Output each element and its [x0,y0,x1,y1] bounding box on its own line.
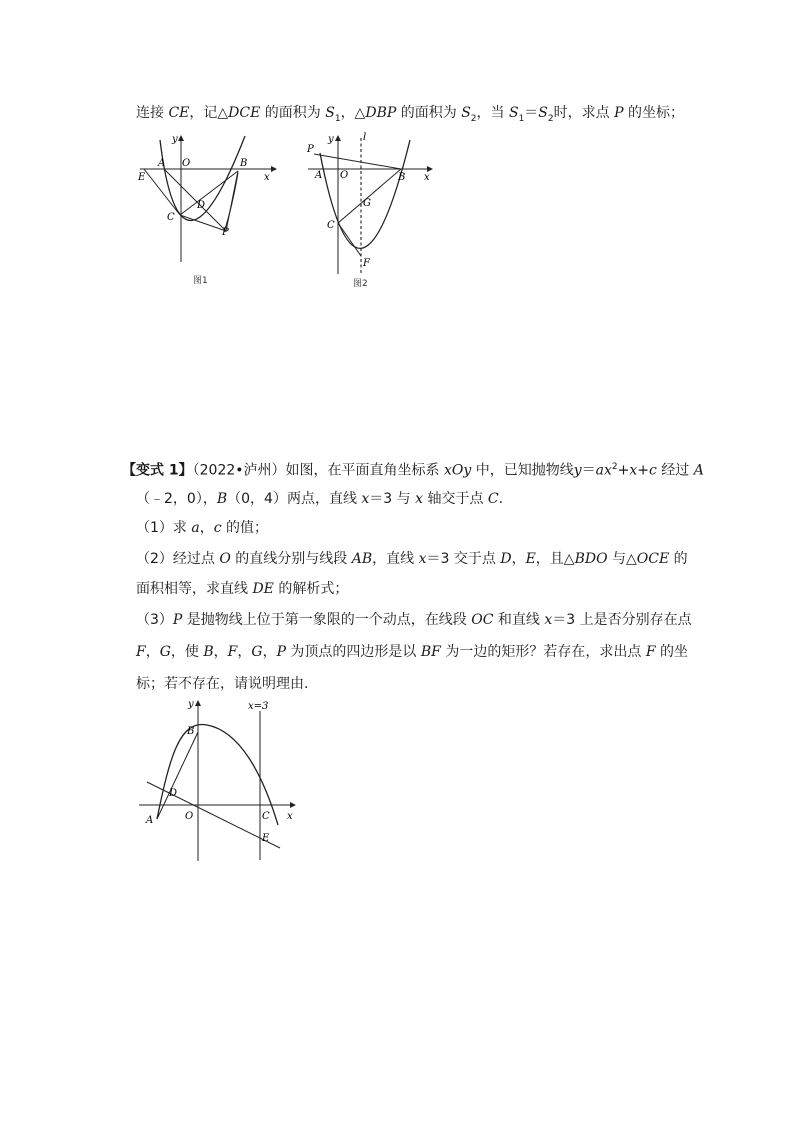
math-a-point: A [693,462,704,479]
math-g: G [159,644,171,660]
label-d: D [169,788,178,799]
question-3-line-3 [136,674,308,694]
figure-1 [130,128,280,288]
math-x: x [418,551,427,567]
text: （1）求 [136,520,192,536]
math-bf: BF [420,644,441,660]
label-e: E [262,833,270,844]
label-o: O [340,170,349,181]
math-p: P [614,105,624,121]
text: 的坐 [655,644,688,660]
text: 的解析式； [273,581,349,597]
text: 连接 [136,105,169,121]
text: （0，4）两点，直线 [227,491,362,507]
math-p: P [172,612,183,628]
math-p: P [276,644,286,660]
label-y: y [328,134,334,145]
text: . [498,491,504,507]
label-l: l [363,132,367,143]
math-xoy: xOy [443,462,472,479]
label-c: C [167,212,175,223]
subscript: 1 [334,113,341,124]
label-b: B [398,172,406,183]
subscript: 2 [547,113,554,124]
math-c: c [213,520,222,536]
question-3-line-2 [136,642,688,662]
label-a: A [158,158,166,169]
text: ，直线 [372,551,419,567]
question-3-line-1 [136,610,692,630]
label-f: F [363,258,370,269]
text: ， [511,551,526,567]
label-p: P [222,227,229,238]
text: 是抛物线上位于第一象限的一个动点，在线段 [182,612,472,628]
label-x-eq-3: x=3 [248,701,269,712]
text: ，记△ [189,105,229,121]
text: （3） [136,612,173,628]
text: 的值； [221,520,269,536]
label-d: D [197,200,206,211]
question-2-line-2 [136,579,348,599]
math-a: a [191,520,200,536]
math-d: D [500,551,512,567]
figure-2 [300,128,440,278]
math-s: S [508,105,519,121]
text: ＝3 上是否分别存在点 [552,612,692,628]
math-x: x [361,491,370,507]
text: ， [262,644,277,660]
text: 面积相等，求直线 [136,581,253,597]
label-b: B [240,158,248,169]
math-s: S [461,105,471,121]
math-a: a [595,462,604,479]
figure-1-caption: 图1 [193,276,208,286]
text: 中，已知抛物线 [471,462,574,479]
text: ，使 [170,644,204,660]
math-de: DE [252,581,274,597]
segment-cf [338,223,361,256]
parabola [320,140,410,248]
text: ， [237,644,252,660]
label-x: x [264,172,270,183]
subscript: 1 [518,113,525,124]
text: ， [199,520,214,536]
text: 的面积为 [396,105,462,121]
text: 为顶点的四边形是以 [285,644,421,660]
text: ， [213,644,228,660]
math-dbp: DBP [365,105,397,121]
text: 的 [669,551,688,567]
text: ＝ [581,462,596,479]
text: 经过 [656,462,694,479]
subscript: 2 [470,113,477,124]
variant-line-2 [136,489,503,509]
math-b: B [216,491,228,507]
label-a: A [146,815,154,826]
variant-heading: 【变式 1】 [122,462,193,479]
math-c-point: C [487,491,499,507]
problem-intro-line [136,103,684,129]
text: （2022•泸州）如图，在平面直角坐标系 [192,462,444,479]
figure-2-caption: 图2 [353,279,368,289]
label-x: x [424,172,430,183]
math-dce: DCE [228,105,261,121]
math-x: x [544,612,553,628]
text: 的坐标； [623,105,684,121]
segment-bp [226,171,238,231]
label-c: C [262,811,270,822]
text: 标；若不存在，请说明理由. [136,676,309,692]
label-b: B [187,726,195,737]
question-2-line-1 [136,549,688,569]
figure-3 [135,695,305,865]
math-f: F [136,644,146,660]
math-ce: CE [168,105,190,121]
math-c: c [649,462,657,479]
segment-ec [144,169,180,215]
segment-pb [314,154,401,169]
text: + [637,462,650,479]
math-oc: OC [471,612,494,628]
math-f: F [645,644,656,660]
text: ＝3 交于点 [426,551,501,567]
variant-line-1 [122,457,704,481]
text: ＝ [524,105,539,121]
label-o: O [185,811,194,822]
text: （﹣2，0）， [136,491,217,507]
math-x: x [604,462,612,479]
math-oce: OCE [636,551,670,567]
superscript: 2 [611,462,618,472]
label-x: x [287,811,293,822]
math-ab: AB [351,551,373,567]
math-bdo: BDO [574,551,608,567]
label-o: O [182,158,191,169]
math-b: B [203,644,214,660]
text: 时，求点 [553,105,615,121]
label-p: P [307,144,314,155]
text: ，当 [476,105,509,121]
label-y: y [188,699,194,710]
text: 与△ [607,551,637,567]
text: 轴交于点 [423,491,488,507]
text: + [617,462,630,479]
segment-cp [180,215,226,231]
text: 的直线分别与线段 [230,551,352,567]
question-1 [136,518,268,538]
math-s: S [538,105,548,121]
text: 和直线 [493,612,545,628]
label-c: C [327,220,335,231]
text: ， [145,644,160,660]
text: ，△ [340,105,366,121]
math-s: S [325,105,335,121]
label-g: G [363,198,371,209]
text: 的面积为 [260,105,326,121]
math-g: G [251,644,263,660]
label-e: E [138,172,146,183]
math-x: x [629,462,638,479]
label-a: A [315,170,323,181]
math-f: F [227,644,238,660]
math-y: y [573,462,582,479]
math-x: x [415,491,424,507]
text: ＝3 与 [369,491,416,507]
label-y: y [172,134,178,145]
text: 为一边的矩形？若存在，求出点 [440,644,646,660]
math-o: O [219,551,231,567]
text: （2）经过点 [136,551,220,567]
text: ，且△ [535,551,575,567]
math-e: E [525,551,536,567]
